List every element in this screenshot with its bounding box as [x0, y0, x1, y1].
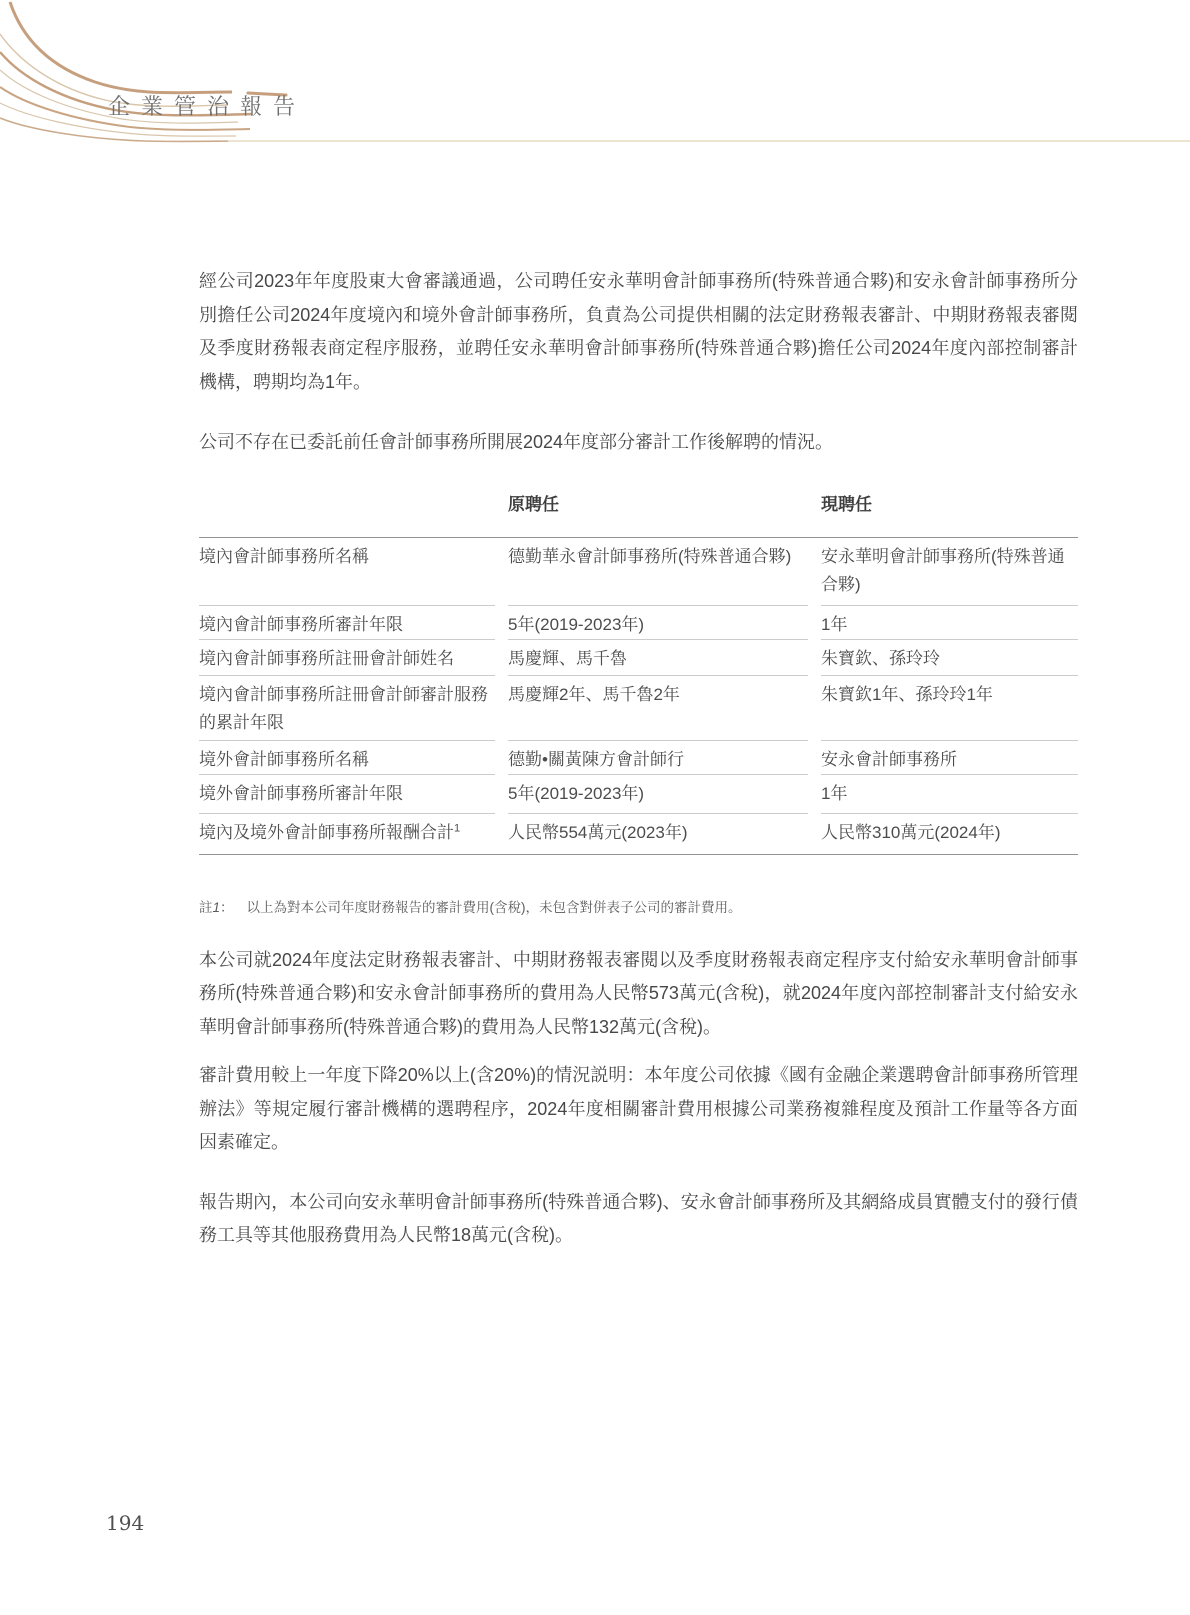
row-original-value: 馬慶輝2年、馬千魯2年 — [508, 676, 808, 741]
paragraph-other-service-fees: 報告期內，本公司向安永華明會計師事務所(特殊普通合夥)、安永會計師事務所及其網絡成員實體支付的發行債務工具等其他服務費用為人民幣18萬元(含稅)。 — [199, 1191, 1078, 1245]
row-original-value: 馬慶輝、馬千魯 — [508, 640, 808, 676]
row-current-value: 安永華明會計師事務所(特殊普通合夥) — [821, 538, 1078, 606]
header-divider — [228, 140, 1190, 142]
table-row — [199, 606, 1078, 640]
footnote-marker — [199, 898, 234, 918]
paragraph-audit-fees: 本公司就2024年度法定財務報表審計、中期財務報表審閱以及季度財務報表商定程序支付給安永華明會計師事務所(特殊普通合夥)和安永會計師事務所的費用為人民幣573萬元(含稅)，就2024年度內部控制審計支付給安永華明會計師事務所(特殊普通合夥)的費用為人民幣132萬元(含稅)。 — [199, 949, 1078, 1037]
row-original-value: 德勤•關黃陳方會計師行 — [508, 741, 808, 775]
row-label: 境內會計師事務所名稱 — [199, 538, 495, 606]
row-current-value: 安永會計師事務所 — [821, 741, 1078, 775]
row-label: 境內會計師事務所審計年限 — [199, 606, 495, 640]
table-row — [199, 640, 1078, 676]
paragraph-fee-decrease-explanation: 審計費用較上一年度下降20%以上(含20%)的情況説明：本年度公司依據《國有金融企業選聘會計師事務所管理辦法》等規定履行審計機構的選聘程序，2024年度相關審計費用根據公司業務複雜程度及預計工作量等各方面因素確定。 — [199, 1065, 1078, 1152]
table-row — [199, 814, 1078, 854]
table-header-row — [199, 485, 1078, 537]
row-label: 境內會計師事務所註冊會計師審計服務的累計年限 — [199, 676, 495, 741]
table-row — [199, 775, 1078, 814]
row-original-value: 德勤華永會計師事務所(特殊普通合夥) — [508, 538, 808, 606]
row-current-value: 朱寶欽1年、孫玲玲1年 — [821, 676, 1078, 741]
table-row — [199, 538, 1078, 606]
row-label — [199, 814, 495, 854]
swoosh-logo-icon — [0, 0, 300, 150]
table-header-blank — [199, 485, 495, 537]
table-header-original: 原聘任 — [508, 494, 559, 514]
footnote-prefix: 註 — [199, 899, 213, 915]
page-title: 企業管治報告 — [108, 95, 307, 120]
row-label: 境內會計師事務所註冊會計師姓名 — [199, 640, 495, 676]
row-current-value: 朱寶欽、孫玲玲 — [821, 640, 1078, 676]
footnote-reference-sup: 1 — [454, 821, 461, 834]
footnote-number: 1 — [212, 899, 221, 915]
row-label: 境外會計師事務所名稱 — [199, 741, 495, 775]
paragraph-no-dismissal: 公司不存在已委託前任會計師事務所開展2024年度部分審計工作後解聘的情況。 — [199, 432, 834, 452]
table-row — [199, 676, 1078, 741]
table-bottom-border — [199, 854, 1078, 855]
table-header-current: 現聘任 — [821, 494, 872, 514]
paragraph-auditor-appointment: 經公司2023年年度股東大會審議通過，公司聘任安永華明會計師事務所(特殊普通合夥)和安永會計師事務所分別擔任公司2024年度境內和境外會計師事務所，負責為公司提供相關的法定財務報表審計、中期財務報表審閱及季度財務報表商定程序服務，並聘任安永華明會計師事務所(特殊普通合夥)擔任公司2024年度內部控制審計機構，聘期均為1年。 — [199, 271, 1078, 392]
footnote-1 — [199, 898, 1078, 918]
footnote-colon: ： — [220, 899, 234, 915]
auditor-comparison-table — [199, 485, 1078, 855]
row-original-value: 5年(2019-2023年) — [508, 775, 808, 814]
footnote-text: 以上為對本公司年度財務報告的審計費用(含稅)，未包含對併表子公司的審計費用。 — [246, 899, 742, 915]
page-header — [0, 0, 1190, 150]
row-original-value: 人民幣554萬元(2023年) — [508, 822, 688, 842]
table-row — [199, 741, 1078, 775]
row-label: 境外會計師事務所審計年限 — [199, 775, 495, 814]
page-number: 194 — [106, 1511, 145, 1535]
page-content — [199, 0, 1078, 1253]
row-current-value: 1年 — [821, 606, 1078, 640]
row-label-text: 境內及境外會計師事務所報酬合計 — [199, 822, 454, 842]
row-current-value: 人民幣310萬元(2024年) — [821, 822, 1001, 842]
row-current-value: 1年 — [821, 775, 1078, 814]
row-original-value: 5年(2019-2023年) — [508, 606, 808, 640]
